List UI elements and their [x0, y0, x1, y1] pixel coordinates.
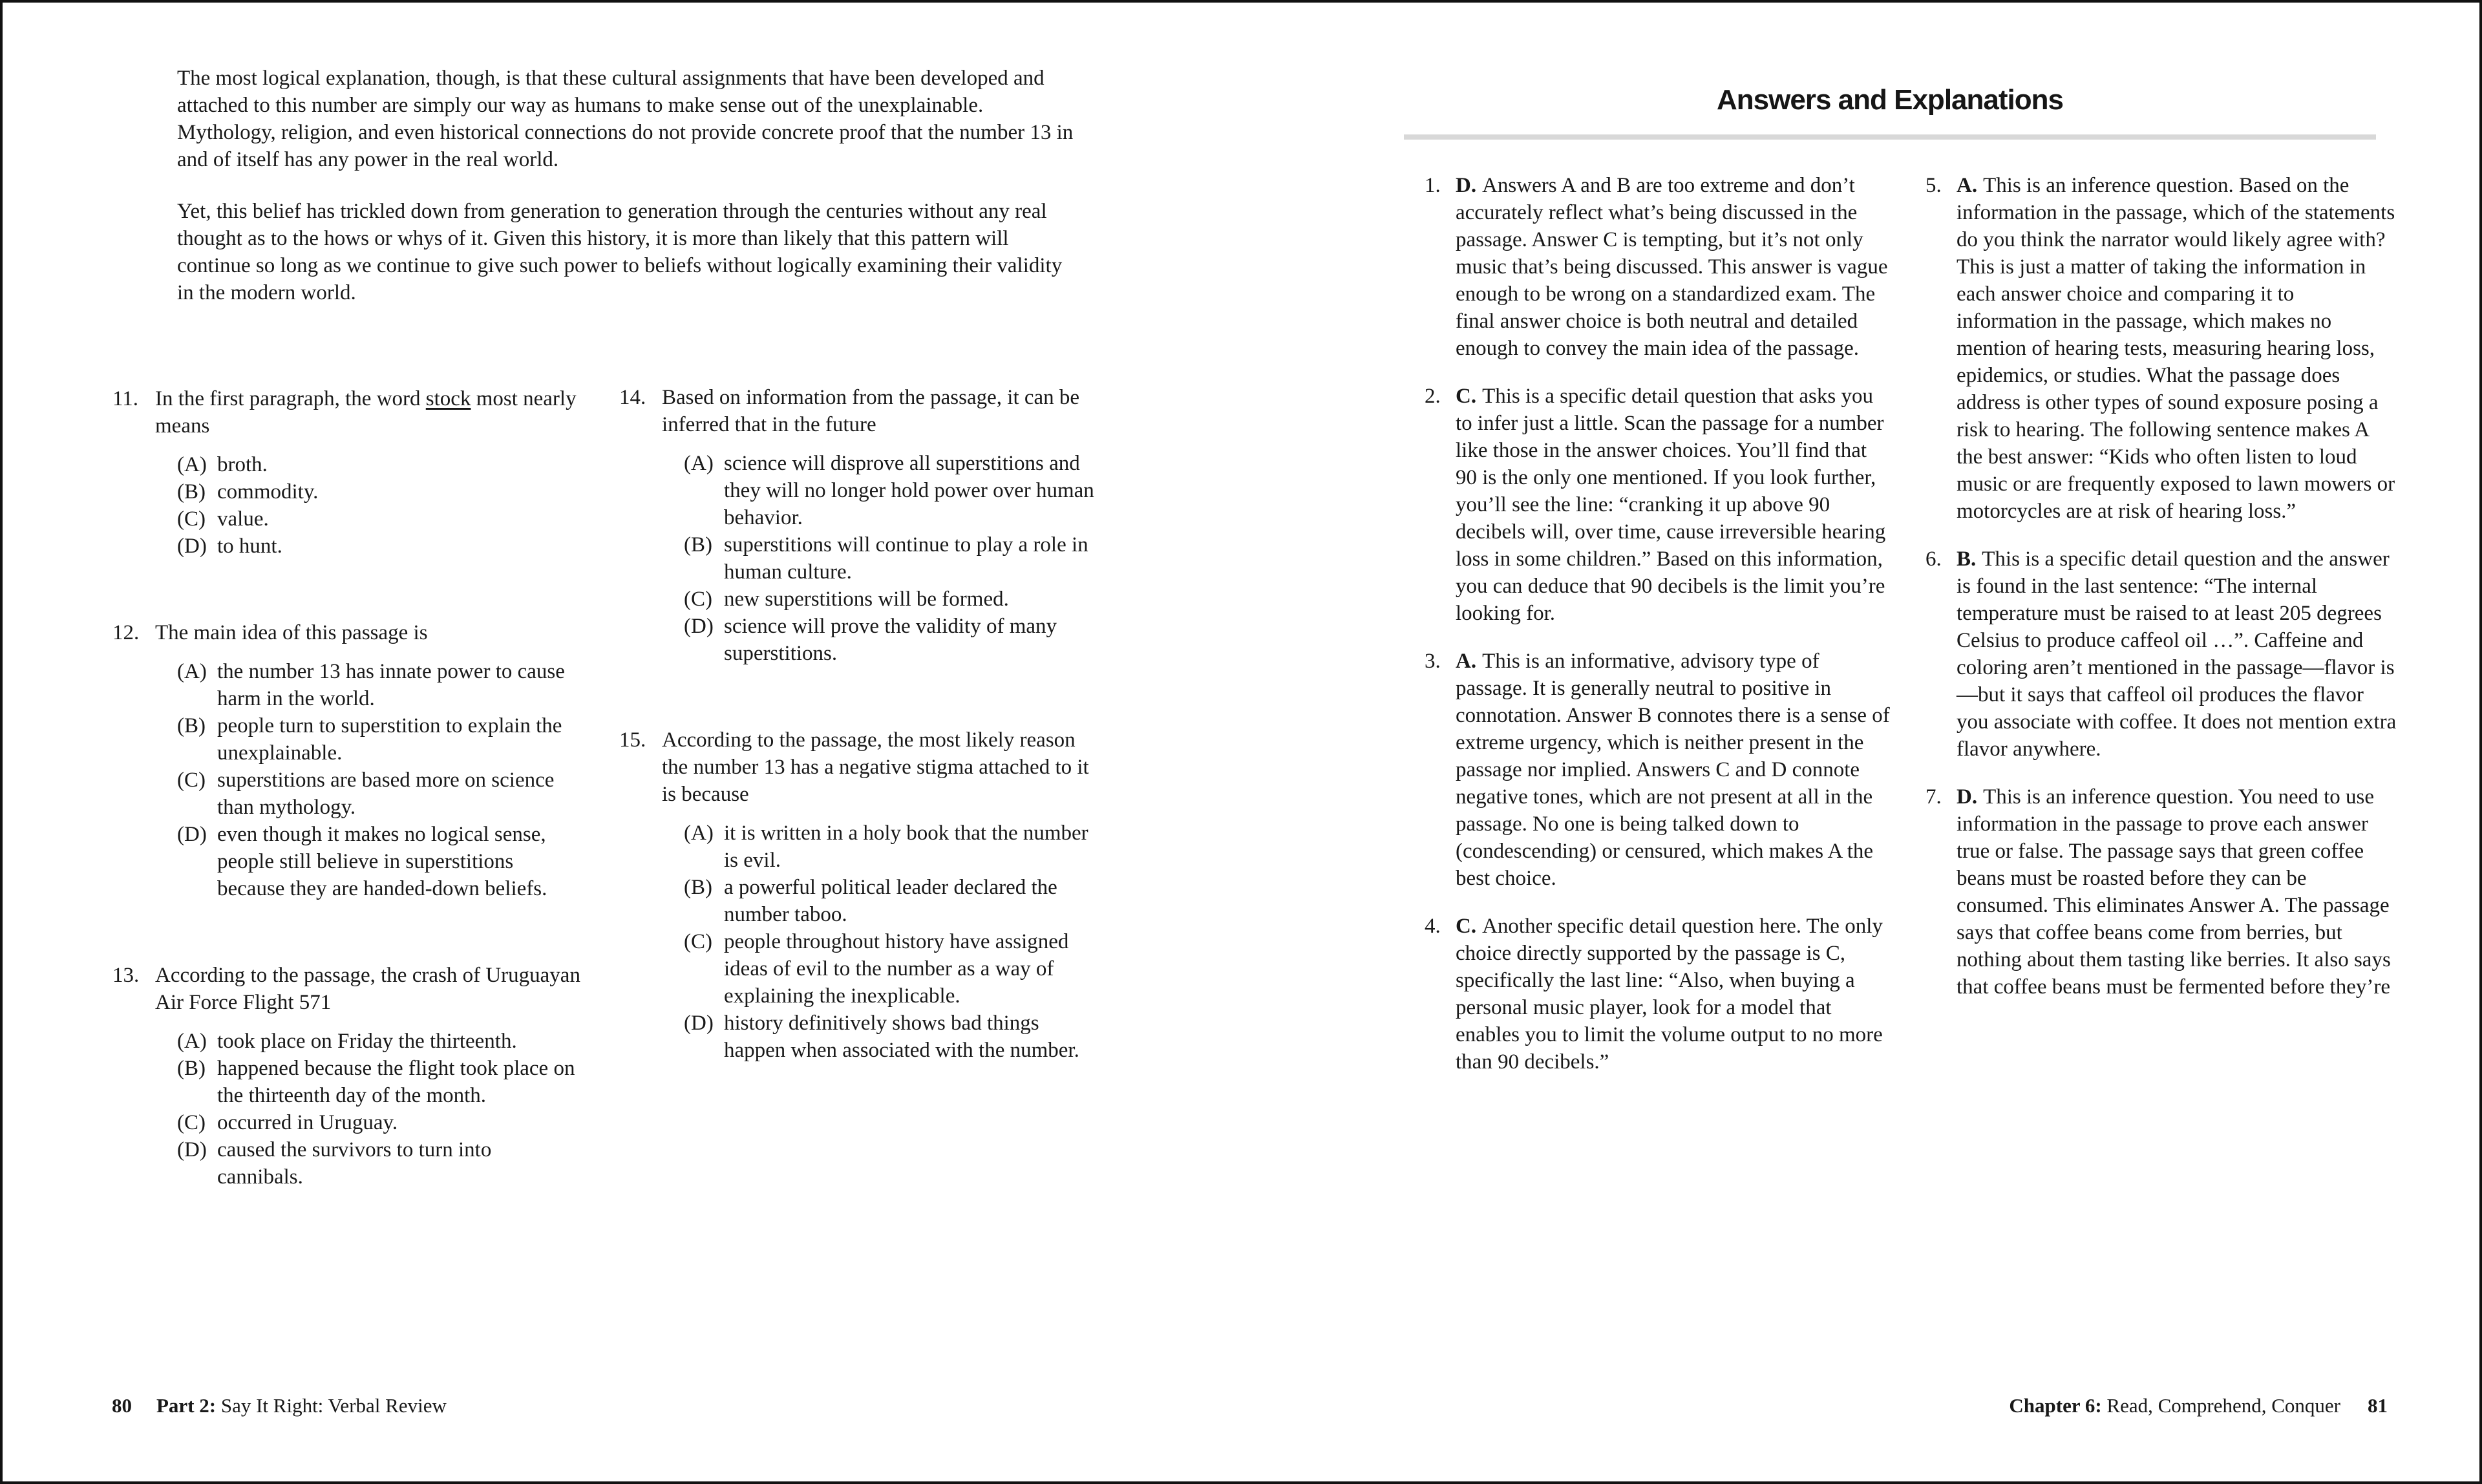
option-label: (B) [177, 1057, 206, 1080]
option-text: people turn to superstition to explain the unexplainable. [217, 714, 562, 765]
option-c [177, 767, 580, 821]
answer-text: This is a specific detail question that asks you to infer just a little. Scan the passage for a number like those in the answer choices. You’ll find that 90 is the only one mentioned. If you look further, you’ll see the line: “cranking it up above 90 decibels will, over time, cause irreversible hearing loss in some children.” Based on this information, you can deduce that 90 decibels is the limit you’re looking for. [1456, 385, 1886, 625]
option-b [177, 478, 580, 505]
option-label: (D) [684, 615, 714, 638]
option-label: (D) [177, 823, 207, 846]
answer-body [1957, 783, 2399, 1001]
option-text: caused the survivors to turn into cannibals. [217, 1138, 492, 1189]
question-body [662, 384, 1104, 667]
answers-column-left [1425, 172, 1891, 1076]
question-stem: According to the passage, the most likely reason the number 13 has a negative stigma attached to it is because [662, 728, 1089, 806]
option-label: (C) [177, 507, 206, 531]
option-label: (C) [177, 1111, 206, 1134]
question-number: 12. [112, 621, 140, 644]
option-b [177, 1055, 580, 1109]
answer-5 [1925, 172, 2399, 525]
option-text: the number 13 has innate power to cause harm in the world. [217, 660, 565, 710]
answer-number: 5. [1925, 174, 1942, 197]
answer-body [1456, 913, 1891, 1076]
answer-number: 4. [1425, 915, 1441, 938]
answer-letter: A. [1456, 650, 1477, 673]
option-c [177, 505, 580, 533]
intro-paragraphs [177, 65, 1082, 331]
option-text: broth. [217, 453, 268, 476]
answer-letter: D. [1957, 785, 1978, 809]
answer-text: Another specific detail question here. The only choice directly supported by the passage is C, specifically the last line: “Also, when buying a personal music player, look for a model that enables you to limit the volume output to no more than 90 decibels.” [1456, 915, 1883, 1074]
question-body [155, 962, 580, 1191]
question-body [155, 619, 580, 902]
option-d [177, 1136, 580, 1191]
answer-body [1456, 648, 1891, 892]
questions-column-left [112, 385, 580, 1191]
intro-paragraph-1: The most logical explanation, though, is that these cultural assignments that have been developed and attached to this number are simply our way as humans to make sense out of the unexplainable. Mythology, religion, and even historical connections do not provide concrete proof that the number 13 in and of itself has any power in the real world. [177, 67, 1074, 171]
option-label: (A) [177, 453, 207, 476]
answers-heading: Answers and Explanations [1717, 84, 2063, 116]
option-d [684, 613, 1104, 667]
answer-letter: B. [1957, 547, 1977, 571]
option-text: even though it makes no logical sense, people still believe in superstitions because they are handed-down beliefs. [217, 823, 547, 900]
option-b [177, 712, 580, 767]
option-label: (D) [684, 1012, 714, 1035]
question-stem: The main idea of this passage is [155, 621, 428, 644]
question-body [155, 385, 580, 560]
questions-column-right [619, 384, 1104, 1064]
question-number: 13. [112, 964, 140, 987]
answers-column-right [1925, 172, 2399, 1001]
option-text: commodity. [217, 480, 319, 504]
answer-body [1456, 383, 1891, 627]
answer-1 [1425, 172, 1891, 362]
question-14 [619, 384, 1104, 667]
option-label: (A) [177, 660, 207, 683]
question-number: 15. [619, 728, 646, 752]
heading-divider-rule [1404, 134, 2376, 140]
option-text: value. [217, 507, 269, 531]
option-text: occurred in Uruguay. [217, 1111, 398, 1134]
question-stem: According to the passage, the crash of Uruguayan Air Force Flight 571 [155, 964, 580, 1014]
option-text: history definitively shows bad things happen when associated with the number. [724, 1012, 1079, 1062]
option-c [684, 928, 1104, 1010]
option-text: people throughout history have assigned ideas of evil to the number as a way of explaining the inexplicable. [724, 930, 1069, 1008]
option-label: (B) [177, 714, 206, 737]
option-text: science will prove the validity of many superstitions. [724, 615, 1057, 665]
question-11 [112, 385, 580, 560]
option-text: it is written in a holy book that the number is evil. [724, 822, 1088, 872]
part-title: Say It Right: Verbal Review [216, 1394, 447, 1417]
answer-letter: C. [1456, 385, 1477, 408]
chapter-title: Read, Comprehend, Conquer [2101, 1394, 2340, 1417]
answer-number: 2. [1425, 385, 1441, 408]
stem-underlined-word: stock [425, 387, 471, 410]
answer-number: 3. [1425, 650, 1441, 673]
option-label: (C) [684, 588, 712, 611]
option-text: science will disprove all superstitions and they will no longer hold power over human behavior. [724, 452, 1094, 529]
option-text: superstitions are based more on science than mythology. [217, 768, 555, 819]
answer-number: 7. [1925, 785, 1942, 809]
option-b [684, 531, 1104, 586]
answer-number: 6. [1925, 547, 1942, 571]
question-13 [112, 962, 580, 1191]
option-c [684, 586, 1104, 613]
answer-body [1456, 172, 1891, 362]
option-label: (D) [177, 1138, 207, 1161]
question-stem [155, 385, 580, 440]
option-label: (A) [684, 822, 714, 845]
stem-text-after: most nearly means [155, 387, 577, 438]
answer-text: This is an inference question. You need to use information in the passage to prove each answer true or false. The passage says that green coffee beans must be roasted before they can be consumed. This eliminates Answer A. The passage says that coffee beans come from berries, but nothing about them tasting like berries. It also says that coffee beans must be fermented before they’re [1957, 785, 2391, 999]
answer-letter: A. [1957, 174, 1978, 197]
answer-text: This is an inference question. Based on the information in the passage, which of the statements do you think the narrator would likely agree with? This is just a matter of taking the information in each answer choice and comparing it to information in the passage, which makes no mention of hearing tests, measuring hearing loss, epidemics, or studies. What the passage does address is other types of sound exposure posing a risk to hearing. The following sentence makes A the best answer: “Kids who often listen to loud music or are frequently exposed to lawn mowers or motorcycles are at risk of hearing loss.” [1957, 174, 2395, 523]
option-label: (D) [177, 535, 207, 558]
option-c [177, 1109, 580, 1136]
answer-4 [1425, 913, 1891, 1076]
answer-letter: D. [1456, 174, 1477, 197]
option-a [684, 450, 1104, 531]
option-b [684, 874, 1104, 928]
option-label: (A) [684, 452, 714, 475]
answer-body [1957, 546, 2399, 763]
question-number: 14. [619, 386, 646, 409]
intro-paragraph-2: Yet, this belief has trickled down from generation to generation through the centuries without any real thought as to the hows or whys of it. Given this history, it is more than likely that this pattern will continue so long as we continue to give such power to beliefs without logically examining their validity in the modern world. [177, 200, 1063, 304]
answer-6 [1925, 546, 2399, 763]
option-a [177, 1028, 580, 1055]
question-number: 11. [112, 387, 139, 410]
left-page-footer [112, 1394, 447, 1418]
right-page-footer [1748, 1394, 2388, 1418]
chapter-label: Chapter 6: [2009, 1394, 2102, 1417]
option-d [177, 533, 580, 560]
answer-body [1957, 172, 2399, 525]
answer-letter: C. [1456, 915, 1477, 938]
option-label: (B) [177, 480, 206, 504]
option-d [177, 821, 580, 902]
option-label: (A) [177, 1030, 207, 1053]
right-page-number: 81 [2368, 1394, 2388, 1417]
answer-text: This is an informative, advisory type of passage. It is generally neutral to positive in connotation. Answer B connotes there is a sense of extreme urgency, which is neither present in the passage nor implied. Answers C and D connote negative tones, which are not present at all in the passage. No one is being talked down to (condescending) or censured, which makes A the best choice. [1456, 650, 1890, 890]
question-stem: Based on information from the passage, it can be inferred that in the future [662, 386, 1080, 436]
option-a [684, 820, 1104, 874]
answer-text: This is a specific detail question and the answer is found in the last sentence: “The internal temperature must be raised to at least 205 degrees Celsius to produce caffeol oil …”. Caffeine and coloring aren’t mentioned in the passage—flavor is—but it says that caffeol oil produces the flavor you associate with coffee. It does not mention extra flavor anywhere. [1957, 547, 2397, 761]
answer-3 [1425, 648, 1891, 892]
stem-text-before: In the first paragraph, the word [155, 387, 426, 410]
option-text: a powerful political leader declared the number taboo. [724, 876, 1057, 926]
option-a [177, 658, 580, 712]
option-text: took place on Friday the thirteenth. [217, 1030, 517, 1053]
answer-number: 1. [1425, 174, 1441, 197]
question-12 [112, 619, 580, 902]
option-label: (B) [684, 533, 712, 556]
answer-text: Answers A and B are too extreme and don’t accurately reflect what’s being discussed in the passage. Answer C is tempting, but it’s not only music that’s being discussed. This answer is vague enough to be wrong on a standardized exam. The final answer choice is both neutral and detailed enough to convey the main idea of the passage. [1456, 174, 1888, 360]
option-label: (C) [177, 768, 206, 792]
option-text: to hunt. [217, 535, 282, 558]
question-body [662, 726, 1104, 1064]
option-text: superstitions will continue to play a role in human culture. [724, 533, 1088, 584]
question-15 [619, 726, 1104, 1064]
answer-7 [1925, 783, 2399, 1001]
part-label: Part 2: [156, 1394, 217, 1417]
answer-2 [1425, 383, 1891, 627]
option-text: happened because the flight took place on the thirteenth day of the month. [217, 1057, 575, 1107]
option-text: new superstitions will be formed. [724, 588, 1009, 611]
left-page-number: 80 [112, 1394, 132, 1417]
option-label: (B) [684, 876, 712, 899]
option-a [177, 451, 580, 478]
option-d [684, 1010, 1104, 1064]
option-label: (C) [684, 930, 712, 953]
